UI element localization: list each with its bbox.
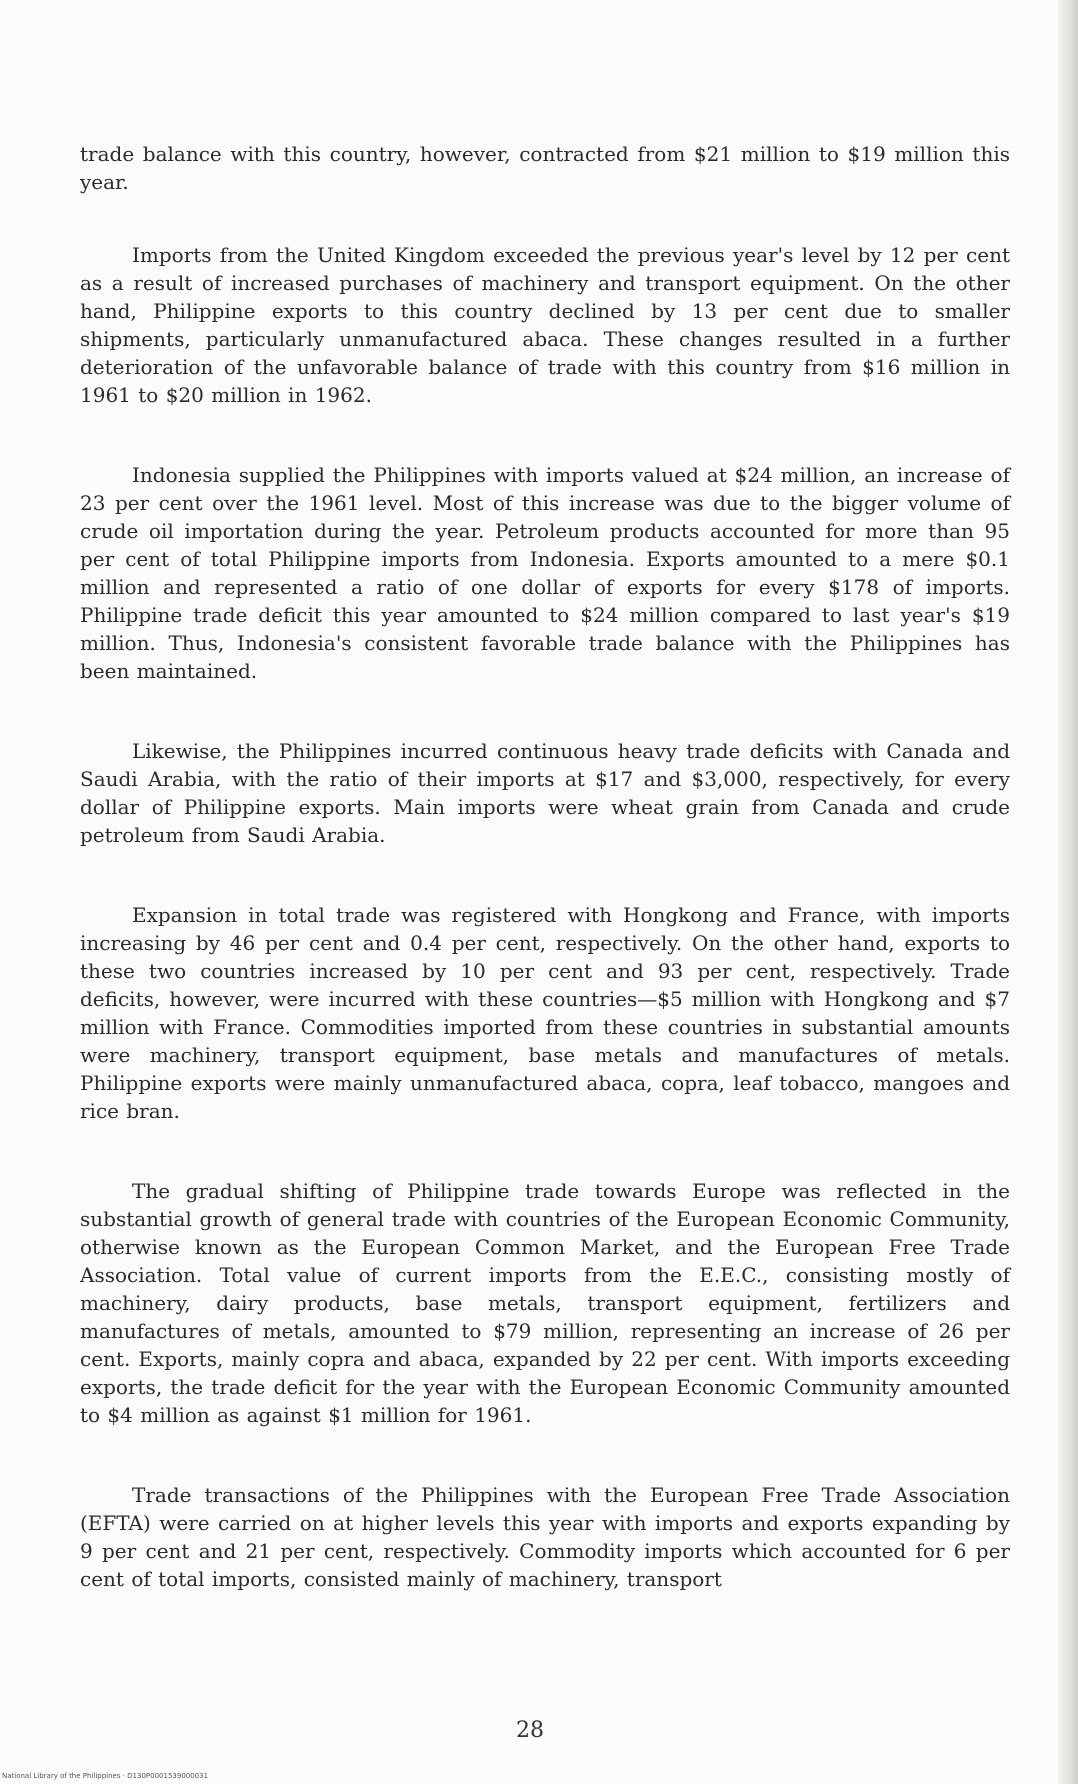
- paragraph-hongkong-france: Expansion in total trade was registered with Hongkong and France, with imports increasing by 46 per cent and 0.4 per cent, respectively. On the other hand, exports to these two countries increased by 10 per cent and 93 per cent, respectively. Trade deficits, however, were incurred with these countries—$5 million with Hongkong and $7 million with France. Commodities imported from these countries in substantial amounts were machinery, transport equipment, base metals and manufactures of metals. Philippine exports were mainly unmanufactured abaca, copra, leaf tobacco, mangoes and rice bran.: [80, 903, 1010, 1123]
- paragraph-indonesia: Indonesia supplied the Philippines with imports valued at $24 million, an increase of 23 per cent over the 1961 level. Most of this increase was due to the bigger volume of crude oil importation during the year. Petroleum products accounted for more than 95 per cent of total Philippine imports from Indonesia. Exports amounted to a mere $0.1 million and represented a ratio of one dollar of exports for every $178 of imports. Philippine trade deficit this year amounted to $24 million compared to last year's $19 million. Thus, Indonesia's consistent favorable trade balance with the Philippines has been maintained.: [80, 463, 1010, 683]
- paragraph-united-kingdom: Imports from the United Kingdom exceeded the previous year's level by 12 per cent as a result of increased purchases of machinery and transport equipment. On the other hand, Philippine exports to this country declined by 13 per cent due to smaller shipments, particularly unmanufactured abaca. These changes resulted in a further deterioration of the unfavorable balance of trade with this country from $16 million in 1961 to $20 million in 1962.: [80, 243, 1010, 407]
- page-edge-shadow: [1058, 0, 1078, 1784]
- paragraph-canada-saudi-arabia: Likewise, the Philippines incurred continuous heavy trade deficits with Canada and Saudi Arabia, with the ratio of their imports at $17 and $3,000, respectively, for every dollar of Philippine exports. Main imports were wheat grain from Canada and crude petroleum from Saudi Arabia.: [80, 739, 1010, 847]
- document-page: [80, 140, 1010, 1593]
- paragraph-european-trade: The gradual shifting of Philippine trade towards Europe was reflected in the substantial growth of general trade with countries of the European Economic Community, otherwise known as the European Common Market, and the European Free Trade Association. Total value of current imports from the E.E.C., consisting mostly of machinery, dairy products, base metals, transport equipment, fertilizers and manufactures of metals, amounted to $79 million, representing an increase of 26 per cent. Exports, mainly copra and abaca, expanded by 22 per cent. With imports exceeding exports, the trade deficit for the year with the European Economic Community amounted to $4 million as against $1 million for 1961.: [80, 1179, 1010, 1427]
- page-number: 28: [516, 1718, 544, 1743]
- paragraph-efta: Trade transactions of the Philippines with the European Free Trade Association (EFTA) were carried on at higher levels this year with imports and exports expanding by 9 per cent and 21 per cent, respectively. Commodity imports which accounted for 6 per cent of total imports, consisted mainly of machinery, transport: [80, 1483, 1010, 1591]
- paragraph-continuation: trade balance with this country, however, contracted from $21 million to $19 million this year.: [80, 142, 1010, 194]
- footer-note: National Library of the Philippines · D130P0001539000031: [2, 1772, 209, 1780]
